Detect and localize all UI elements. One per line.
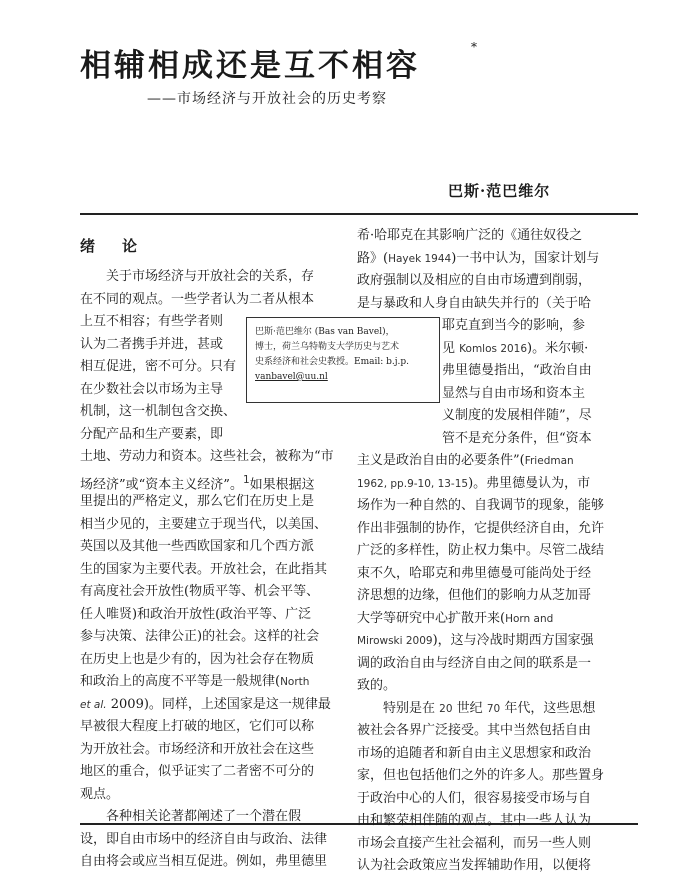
text-segment: 主义是政治自由的必要条件”( [357, 453, 525, 468]
author-note-box [246, 317, 440, 403]
section-heading: 绪 论 [80, 237, 144, 255]
article-title: 相辅相成还是互不相容 [80, 48, 420, 84]
text-line: 作出非强制的协作，它提供经济自由，允许 [357, 520, 605, 536]
text-segment: 如果根据这 [249, 476, 315, 491]
text-segment: )，这与冷战时期西方国家强 [432, 633, 594, 648]
article-subtitle: ——市场经济与开放社会的历史考察 [147, 91, 387, 107]
text-line: 英国以及其他一些西欧国家和几个西方派 [80, 539, 315, 554]
text-line [80, 671, 335, 694]
text-segment: 世纪 [456, 700, 483, 716]
text-line: 被社会各界广泛接受。其中当然包括自由 [357, 723, 592, 738]
text-line: 认为社会政策应当发挥辅助作用，以便将 [357, 858, 592, 873]
text-line: 管不是充分条件，但“资本 [442, 430, 592, 446]
text-line: 认为二者携手并进，甚或 [80, 336, 224, 352]
text-line: 设，即自由市场中的经济自由与政治、法律 [80, 831, 328, 847]
citation: Mirowski 2009 [357, 635, 433, 647]
text-line: 里提出的严格定义，那么它们在历史上是 [80, 494, 315, 509]
text-line: 关于市场经济与开放社会的关系，存 [80, 269, 315, 284]
text-segment: 场经济”或“资本主义经济”。 [80, 476, 243, 491]
text-line: 生的国家为主要代表。开放社会，在此指其 [80, 561, 328, 577]
text-segment: )。弗里德曼认为，市 [468, 475, 591, 491]
text-segment: 路》( [357, 250, 389, 266]
text-line: 弗里德曼指出，“政治自由 [442, 363, 592, 378]
citation: Komlos 2016 [459, 342, 528, 355]
text-line: 各种相关论著都阐述了一个潜在假 [80, 809, 302, 824]
citation: et al. [80, 698, 107, 711]
text-line: 在历史上也是少有的，因为社会存在物质 [80, 651, 315, 667]
text-line: 是与暴政和人身自由缺失并行的（关于哈 [357, 295, 592, 311]
text-segment: )。米尔顿· [527, 340, 589, 356]
text-line: 为开放社会。市场经济和开放社会在这些 [80, 741, 315, 757]
email-link[interactable]: vanbavel@uu.nl [255, 372, 328, 382]
text-line [357, 473, 638, 496]
title-footnote-mark: * [471, 40, 477, 54]
text-line [357, 450, 638, 473]
text-line: 显然与自由市场和资本主 [442, 385, 586, 401]
text-line: 希·哈耶克在其影响广泛的《通往奴役之 [357, 228, 583, 243]
text-line: 在少数社会以市场为主导 [80, 381, 224, 397]
text-line: 束不久，哈耶克和弗里德曼可能尚处于经 [357, 565, 592, 581]
text-line: 地区的重合，似乎证实了二者密不可分的 [80, 764, 315, 779]
text-segment: 见 [442, 340, 456, 356]
text-line: 早被很大程度上打破的地区，它们可以称 [80, 719, 315, 734]
citation: Friedman [524, 455, 574, 467]
text-line: 相当少见的，主要建立于现当代，以美国、 [80, 516, 328, 532]
text-line: 观点。 [80, 786, 120, 802]
author-name: 巴斯·范巴维尔 [448, 182, 551, 200]
note-line: 博士，荷兰乌特勒支大学历史与艺术 [255, 342, 400, 352]
number: 70 [486, 702, 501, 715]
text-line [357, 248, 638, 271]
text-line: 自由将会或应当相互促进。例如，弗里德里 [80, 854, 328, 869]
text-line: 机制，这一机制包含交换、 [80, 404, 237, 419]
top-rule [80, 213, 638, 215]
text-line: 上互不相容；有些学者则 [80, 314, 224, 329]
text-line: 相互促进，密不可分。只有 [80, 359, 237, 374]
text-line: 政府强制以及相应的自由市场遭到削弱， [357, 273, 592, 288]
number: 20 [439, 702, 453, 715]
note-line: 史系经济和社会史教授。Email: b.j.p. [255, 357, 410, 367]
text-line: 致的。 [357, 678, 397, 693]
citation: Hayek 1944 [388, 252, 452, 265]
text-line: 土地、劳动力和资本。这些社会，被称为“市 [80, 449, 334, 464]
text-line [80, 694, 335, 717]
text-line: 有高度社会开放性(物质平等、机会平等、 [80, 584, 320, 599]
text-line: 家，但也包括他们之外的许多人。那些置身 [357, 768, 605, 783]
text-line: 场作为一种自然的、自我调节的现象，能够 [357, 498, 605, 513]
text-line: 分配产品和生产要素，即 [80, 426, 224, 442]
text-line [357, 608, 638, 631]
footnote-ref[interactable]: 1 [242, 473, 250, 486]
text-line [80, 469, 335, 492]
text-line [357, 698, 638, 721]
text-segment: 大学等研究中心扩散开来( [357, 610, 506, 626]
text-line: 于政治中心的人们，很容易接受市场与自 [357, 790, 592, 806]
text-line: 调的政治自由与经济自由之间的联系是一 [357, 655, 592, 671]
text-line: 市场的追随者和新自由主义思想家和政治 [357, 745, 592, 761]
text-line: 义制度的发展相伴随”，尽 [442, 408, 592, 423]
text-segment: 年代，这些思想 [504, 700, 596, 716]
text-line: 市场会直接产生社会福利，而另一些人则 [357, 835, 592, 851]
note-line: 巴斯·范巴维尔 (Bas van Bavel)， [255, 327, 395, 337]
text-line: 在不同的观点。一些学者认为二者从根本 [80, 291, 315, 307]
text-segment: )一书中认为，国家计划与 [451, 250, 600, 266]
citation: Horn and [505, 612, 554, 625]
text-line: 任人唯贤)和政治开放性(政治平等、广泛 [80, 606, 312, 622]
text-line: 由和繁荣相伴随的观点。其中一些人认为 [357, 813, 592, 828]
citation: North [280, 676, 310, 688]
text-segment: 特别是在 [357, 700, 436, 716]
text-segment: 和政治上的高度不平等是一般规律( [80, 674, 281, 689]
text-line: 济思想的边缘，但他们的影响力从芝加哥 [357, 588, 592, 603]
text-line: 耶克直到当今的影响，参 [442, 318, 586, 333]
citation: 1962, pp.9-10, 13-15 [357, 477, 469, 490]
text-line: 参与决策、法律公正)的社会。这样的社会 [80, 629, 320, 644]
text-segment: 2009)。同样，上述国家是这一规律最 [110, 696, 331, 712]
text-line: 广泛的多样性，防止权力集中。尽管二战结 [357, 543, 605, 558]
text-line [357, 630, 638, 653]
